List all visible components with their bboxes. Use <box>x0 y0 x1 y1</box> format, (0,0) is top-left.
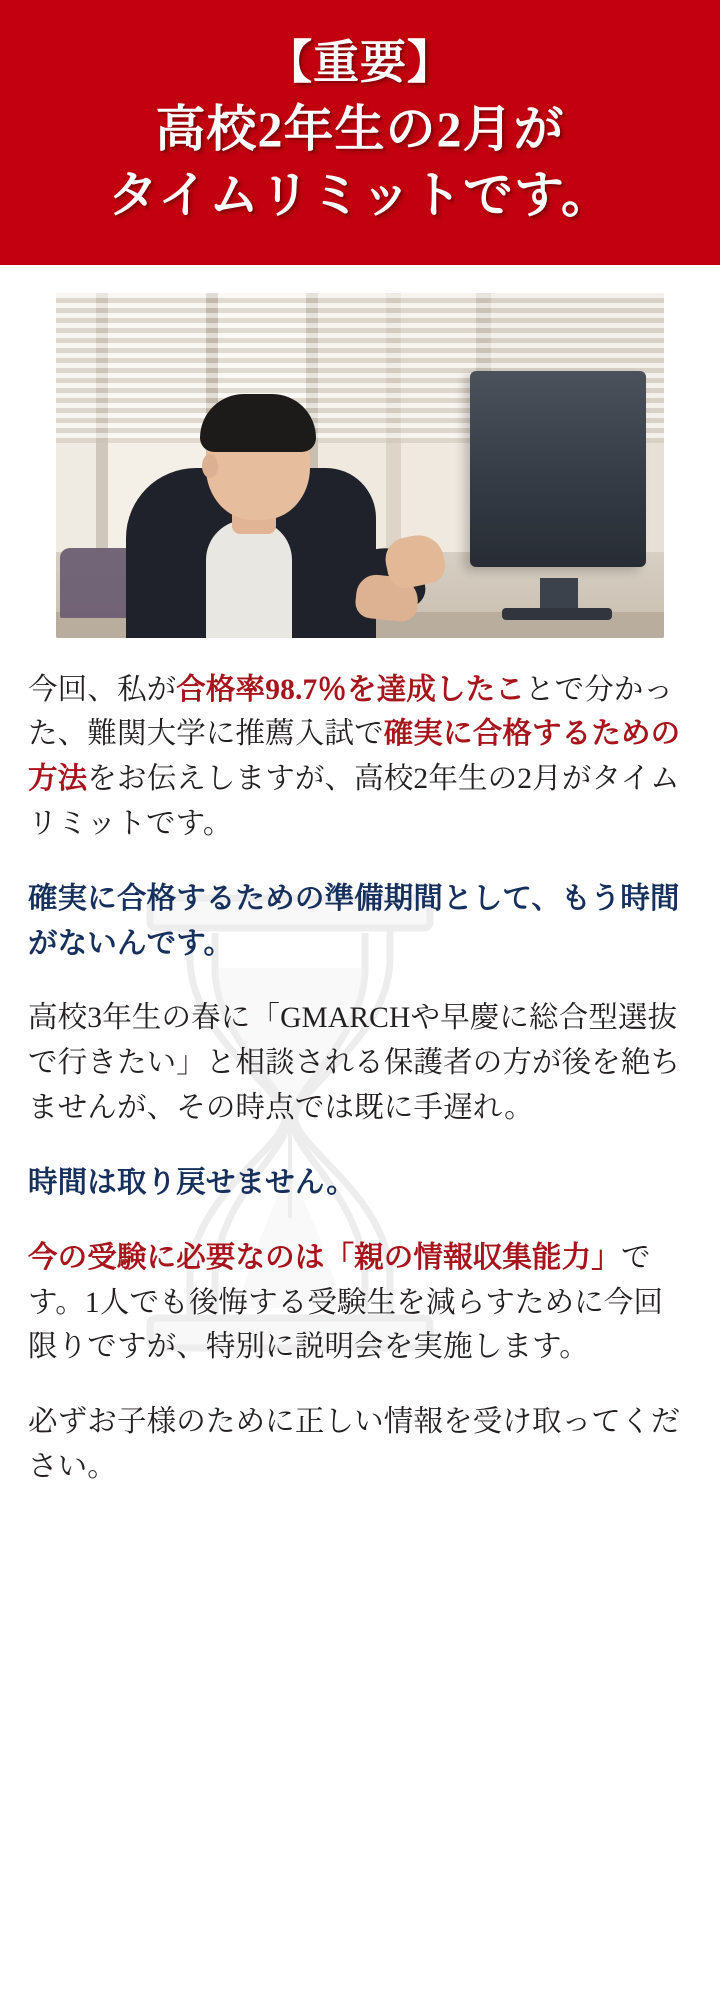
paragraph-4: 時間は取り戻せません。 <box>28 1166 356 1199</box>
body-content <box>0 638 720 1490</box>
hero-photo-container <box>0 265 720 638</box>
paragraph-5 <box>28 1236 692 1370</box>
photo-person-ear <box>202 454 218 478</box>
headline-line-3: タイムリミットです。 <box>108 167 612 223</box>
paragraph-1 <box>28 668 692 847</box>
p1-text-e: をお伝えし <box>87 763 236 796</box>
photo-monitor-base <box>502 608 612 620</box>
p1-highlight-method: 確実に合格するための方法 <box>28 718 681 796</box>
photo-person-hair <box>200 394 316 452</box>
photo-monitor <box>470 371 646 567</box>
p1-text-a: 今回、私が <box>28 673 177 706</box>
headline-line-1: 【重要】 <box>266 37 454 88</box>
p5-text-b: です。1人でも後悔する受験生を減らすために今回限りですが、特別に説明会を実施します。 <box>28 1241 664 1364</box>
headline-line-2: 高校2年生の2月が <box>155 100 565 157</box>
paragraph-6: 必ずお子様のために正しい情報を受け取ってください。 <box>28 1406 681 1484</box>
paragraph-3: 高校3年生の春に「GMARCHや早慶に総合型選抜で行きたい」と相談される保護者の方が後を絶ちませんが、その時点では既に手遅れ。 <box>28 1002 681 1125</box>
hero-photo <box>56 293 664 638</box>
p1-highlight-rate: 合格率98.7％を達成したこ <box>176 673 525 706</box>
photo-person-shirt <box>206 520 292 638</box>
p1-text-f: ますが、高校2年生の2月がタイムリミットです。 <box>28 763 680 840</box>
p1-text-c: とで分かった、難関大学に推薦入試で <box>28 673 674 751</box>
headline-banner <box>0 0 720 265</box>
p5-highlight-parent-info: 今の受験に必要なのは「親の情報収集能力」 <box>28 1241 621 1274</box>
paragraph-2: 確実に合格するための準備期間として、もう時間がないんです。 <box>28 882 680 960</box>
photo-monitor-stand <box>540 578 578 612</box>
